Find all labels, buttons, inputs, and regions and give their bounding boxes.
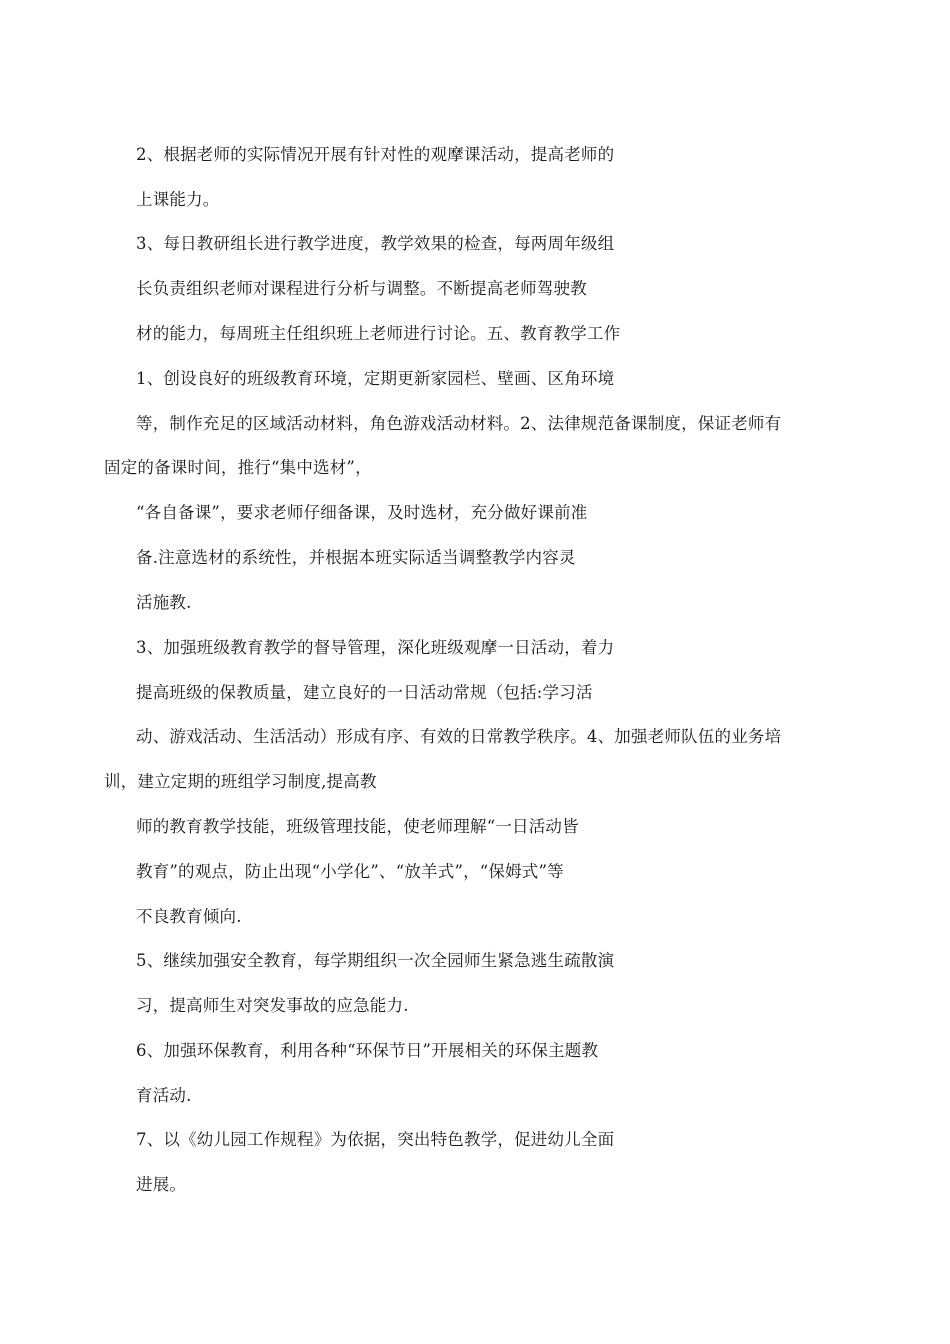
text-line: 动、游戏活动、生活活动）形成有序、有效的日常教学秩序。4、加强老师队伍的业务培 <box>136 727 782 746</box>
text-line: 不良教育倾向. <box>136 907 242 926</box>
text-line: 进展。 <box>136 1175 187 1194</box>
text-line: 师的教育教学技能，班级管理技能，使老师理解“一日活动皆 <box>136 817 579 836</box>
text-line: 长负责组织老师对课程进行分析与调整。不断提高老师驾驶教 <box>136 279 587 298</box>
text-line: 育活动. <box>136 1086 192 1105</box>
text-line: 7、以《幼儿园工作规程》为依据，突出特色教学，促进幼儿全面 <box>136 1130 615 1149</box>
text-line: 6、加强环保教育，利用各种“环保节日”开展相关的环保主题教 <box>136 1041 599 1060</box>
text-line: 等，制作充足的区域活动材料，角色游戏活动材料。2、法律规范备课制度，保证老师有 <box>136 414 782 433</box>
text-line: 1、创设良好的班级教育环境，定期更新家园栏、壁画、区角环境 <box>136 369 615 388</box>
text-line: 材的能力，每周班主任组织班上老师进行讨论。五、教育教学工作 <box>136 324 621 343</box>
text-line: 训，建立定期的班组学习制度,提高教 <box>104 772 377 791</box>
text-line: 3、每日教研组长进行教学进度，教学效果的检查，每两周年级组 <box>136 234 615 253</box>
text-line: “各自备课”，要求老师仔细备课，及时选材，充分做好课前准 <box>136 503 588 522</box>
text-line: 习，提高师生对突发事故的应急能力. <box>136 996 409 1015</box>
text-line: 上课能力。 <box>136 190 220 209</box>
text-line: 备.注意选材的系统性，并根据本班实际适当调整教学内容灵 <box>136 548 576 567</box>
text-line: 活施教. <box>136 593 192 612</box>
text-line: 教育”的观点，防止出现“小学化”、“放羊式”，“保姆式”等 <box>136 862 564 881</box>
text-line: 3、加强班级教育教学的督导管理，深化班级观摩一日活动，着力 <box>136 638 615 657</box>
text-line: 5、继续加强安全教育，每学期组织一次全园师生紧急逃生疏散演 <box>136 951 615 970</box>
text-line: 提高班级的保教质量，建立良好的一日活动常规（包括:学习活 <box>136 683 593 702</box>
text-line: 2、根据老师的实际情况开展有针对性的观摩课活动，提高老师的 <box>136 145 615 164</box>
text-line: 固定的备课时间，推行“集中选材”， <box>104 458 372 477</box>
